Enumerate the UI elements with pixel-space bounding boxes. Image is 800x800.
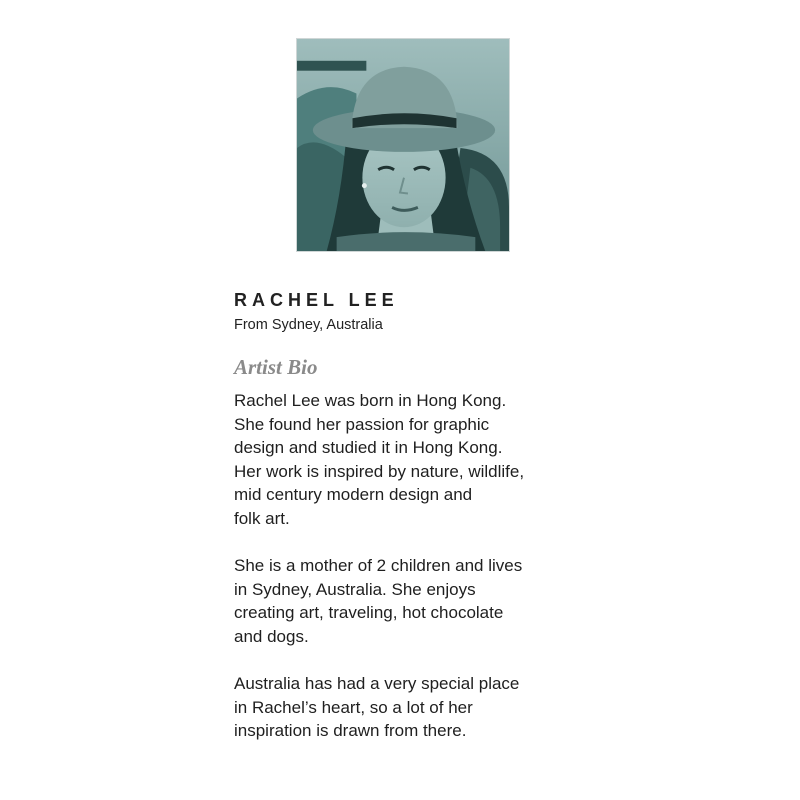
bio-line: in Rachel’s heart, so a lot of her xyxy=(234,697,473,717)
artist-location: From Sydney, Australia xyxy=(234,317,383,333)
bio-line: creating art, traveling, hot chocolate xyxy=(234,603,504,623)
artist-portrait-photo xyxy=(296,38,510,252)
bio-line: inspiration is drawn from there. xyxy=(234,721,467,741)
bio-line: Rachel Lee was born in Hong Kong. xyxy=(234,391,507,410)
bio-heading: Artist Bio xyxy=(234,355,318,379)
portrait-image xyxy=(297,39,509,251)
bio-line: She is a mother of 2 children and lives xyxy=(234,556,523,576)
bio-line: mid century modern design and xyxy=(234,485,473,505)
bio-body xyxy=(234,389,614,767)
bio-line: folk art. xyxy=(234,508,290,528)
bio-line: She found her passion for graphic xyxy=(234,414,490,434)
bio-paragraph xyxy=(234,554,614,648)
bio-line: Her work is inspired by nature, wildlife, xyxy=(234,461,525,481)
bio-line: and dogs. xyxy=(234,626,309,646)
bio-paragraph xyxy=(234,672,614,743)
bio-line: Australia has had a very special place xyxy=(234,674,520,694)
bio-line: design and studied it in Hong Kong. xyxy=(234,438,503,458)
bio-paragraph xyxy=(234,389,614,531)
artist-name: RACHEL LEE xyxy=(234,290,399,310)
bio-line: in Sydney, Australia. She enjoys xyxy=(234,579,476,599)
